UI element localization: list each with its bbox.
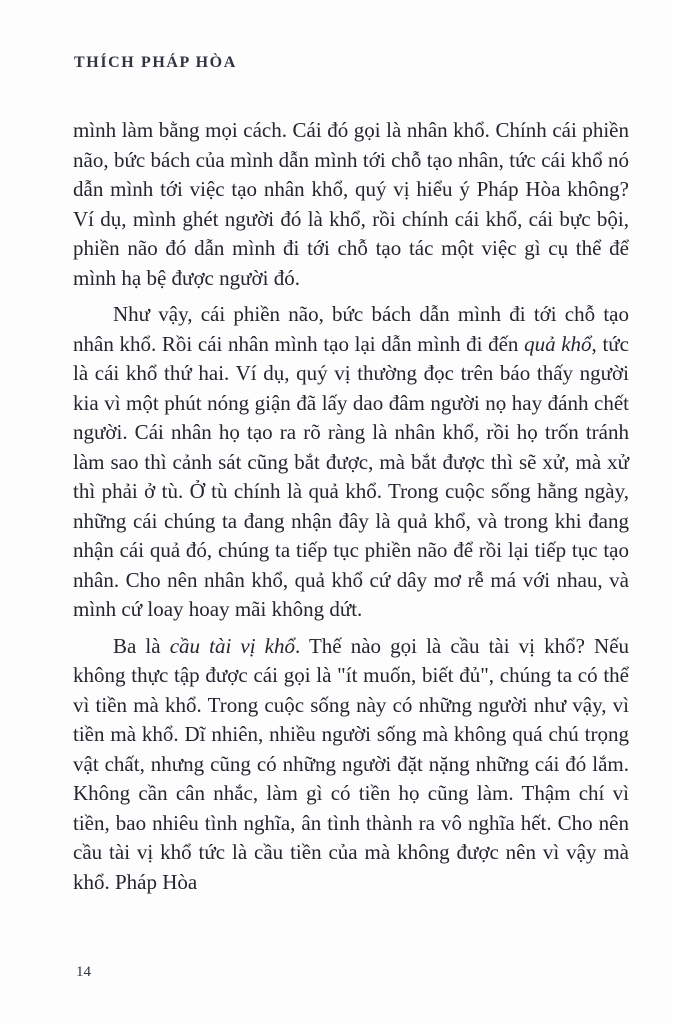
italic-text-segment: quả khổ bbox=[524, 331, 592, 356]
paragraph bbox=[73, 116, 629, 293]
text-segment: . Thế nào gọi là cầu tài vị khổ? Nếu không thực tập được cái gọi là "ít muốn, biết đủ", chúng ta có thể vì tiền mà khổ. Trong cuộc sống này có những người như vậy, vì tiền mà khổ. Dĩ nhiên, nhiều người sống mà không quá chú trọng vật chất, nhưng cũng có những người đặt nặng những cái đó lắm. Không cần cân nhắc, làm gì có tiền họ cũng làm. Thậm chí vì tiền, bao nhiêu tình nghĩa, ân tình thành ra vô nghĩa hết. Cho nên cầu tài vị khổ tức là cầu tiền của mà không được nên vì vậy mà khổ. Pháp Hòa bbox=[73, 633, 630, 894]
body-text bbox=[73, 116, 629, 897]
paragraph bbox=[73, 632, 629, 898]
italic-text-segment: cầu tài vị khổ bbox=[169, 633, 295, 658]
paragraph bbox=[73, 300, 629, 625]
text-segment: , tức là cái khổ thứ hai. Ví dụ, quý vị thường đọc trên báo thấy người kia vì một phút nóng giận đã lấy dao đâm người nọ hay đánh chết người. Cái nhân họ tạo ra rõ ràng là nhân khổ, rồi họ trốn tránh làm sao thì cảnh sát cũng bắt được, mà bắt được thì sẽ xử, mà xử thì phải ở tù. Ở tù chính là quả khổ. Trong cuộc sống hằng ngày, những cái chúng ta đang nhận đây là quả khổ, và trong khi đang nhận cái quả đó, chúng ta tiếp tục phiền não để rồi lại tiếp tục tạo nhân. Cho nên nhân khổ, quả khổ cứ dây mơ rễ má với nhau, và mình cứ loay hoay mãi không dứt. bbox=[73, 331, 629, 621]
text-segment: mình làm bằng mọi cách. Cái đó gọi là nhân khổ. Chính cái phiền não, bức bách của mình dẫn mình tới chỗ tạo nhân, tức cái khổ nó dẫn mình tới việc tạo nhân khổ, quý vị hiểu ý Pháp Hòa không? Ví dụ, mình ghét người đó là khổ, rồi chính cái khổ, cái bực bội, phiền não đó dẫn mình đi tới chỗ tạo tác một việc gì cụ thể để mình hạ bệ được người đó. bbox=[73, 118, 629, 290]
text-segment: Ba là bbox=[113, 633, 170, 658]
text-segment: Như vậy, cái phiền não, bức bách dẫn mình đi tới chỗ tạo nhân khổ. Rồi cái nhân mình tạo lại dẫn mình đi đến bbox=[73, 302, 629, 356]
page-number: 14 bbox=[76, 964, 91, 980]
running-header-author: THÍCH PHÁP HÒA bbox=[74, 54, 237, 71]
